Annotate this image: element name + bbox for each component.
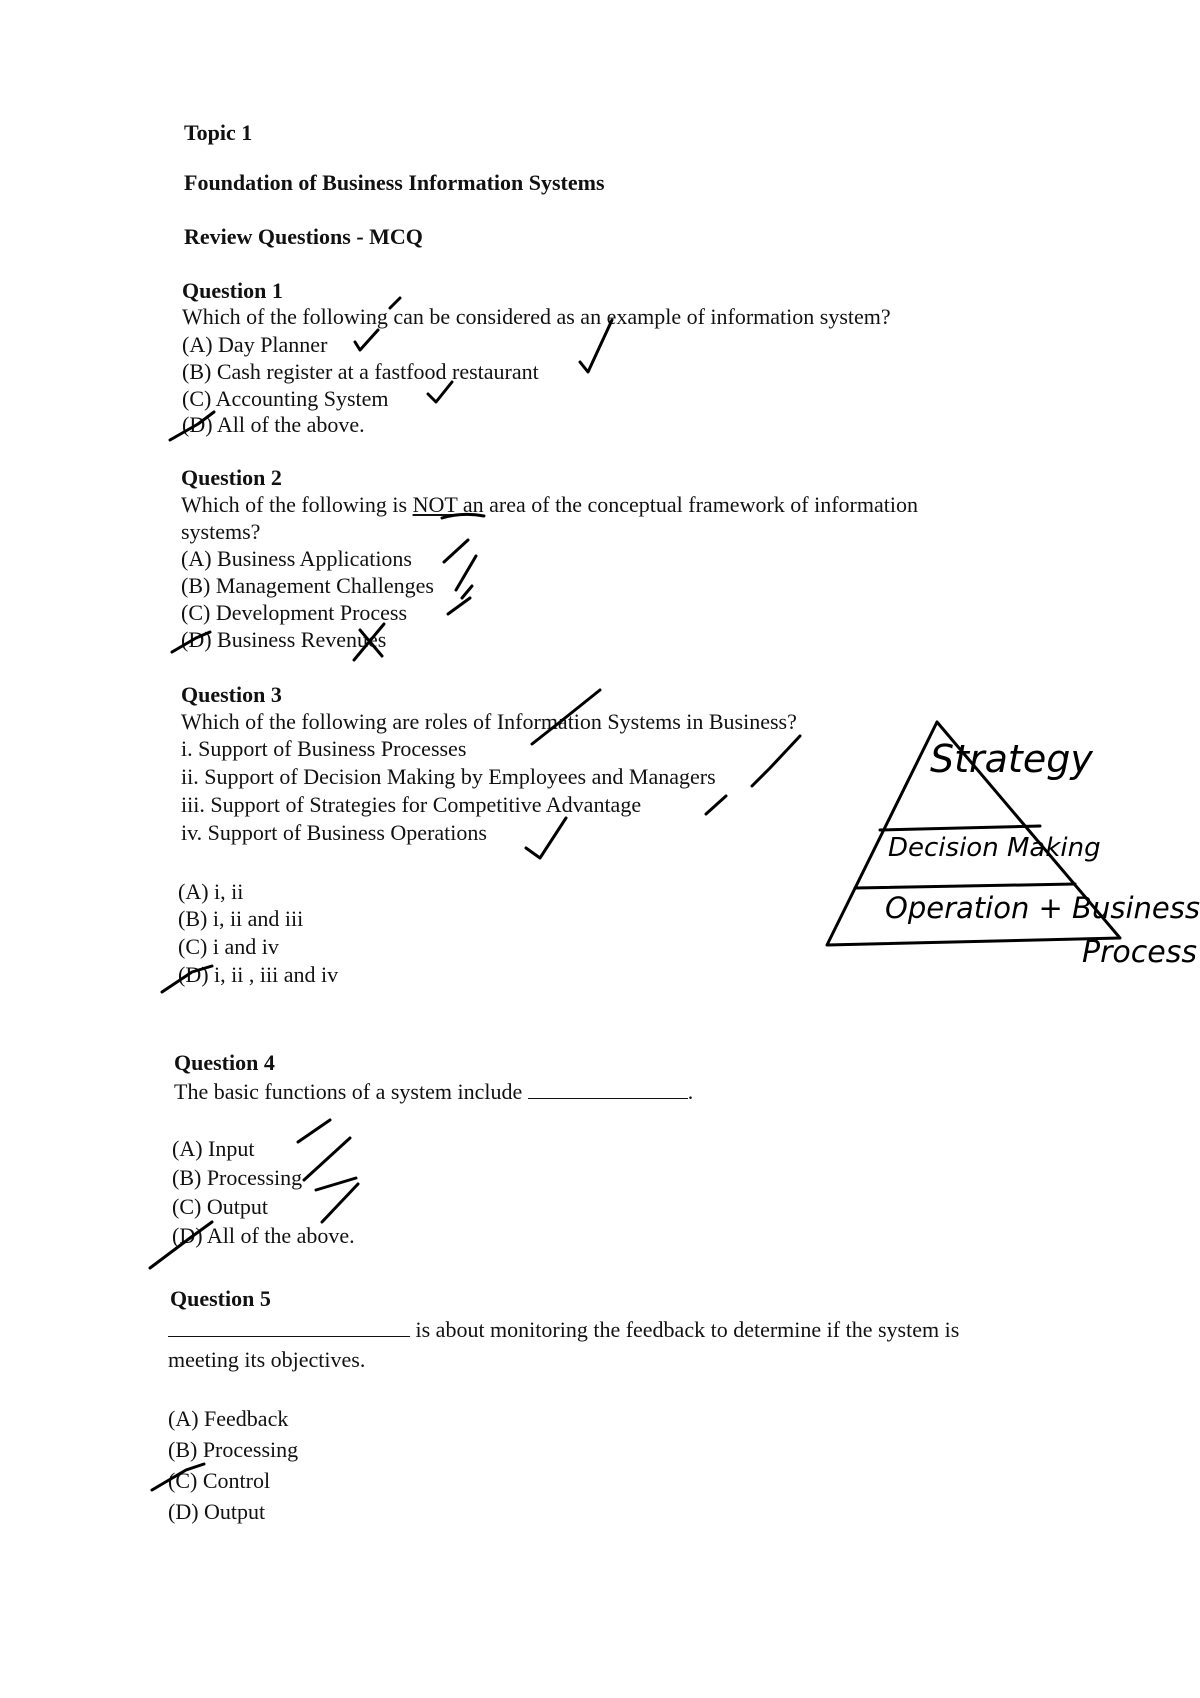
- q3-role-iv: iv. Support of Business Operations: [181, 820, 487, 845]
- q3-check-mark: [526, 818, 566, 858]
- q3-role-iii: iii. Support of Strategies for Competitive Advantage: [181, 792, 642, 817]
- q3-check-mark: [752, 736, 800, 786]
- q1-stem: Which of the following can be considered as an example of information system?: [182, 304, 891, 329]
- q3-heading: Question 3: [181, 682, 282, 707]
- section-subtitle: Review Questions - MCQ: [184, 224, 423, 249]
- q3-option-b: (B) i, ii and iii: [178, 906, 304, 931]
- q1-option-b: (B) Cash register at a fastfood restaurant: [182, 359, 539, 384]
- q4-option-b: (B) Processing: [172, 1165, 303, 1190]
- pyramid-label-decision: Decision Making: [888, 833, 1101, 863]
- document-title: Foundation of Business Information Systems: [184, 170, 605, 195]
- q3-check-mark: [706, 796, 726, 814]
- q4-check-mark: [304, 1138, 350, 1180]
- q5-stem-line2: meeting its objectives.: [168, 1347, 366, 1372]
- q5-option-c: (C) Control: [168, 1468, 271, 1493]
- q4-answer-blank: [528, 1078, 688, 1099]
- pyramid-outline: [827, 722, 1120, 945]
- pyramid-tier-line: [880, 826, 1040, 830]
- pyramid-label-operation: Operation + Business: [885, 891, 1200, 925]
- q3-role-i: i. Support of Business Processes: [181, 736, 467, 761]
- q2-option-d: (D) Business Revenues: [181, 627, 387, 652]
- q5-answer-blank: [168, 1316, 410, 1337]
- q4-heading: Question 4: [174, 1050, 275, 1075]
- q3-stem: Which of the following are roles of Information Systems in Business?: [181, 709, 797, 734]
- q4-check-mark: [322, 1184, 358, 1222]
- q2-stem-end: an area of the conceptual framework of information: [457, 492, 918, 517]
- q5-stem: [168, 1316, 959, 1343]
- q3-role-ii: ii. Support of Decision Making by Employees and Managers: [181, 764, 716, 789]
- q3-option-a: (A) i, ii: [178, 879, 244, 904]
- q2-heading: Question 2: [181, 465, 282, 490]
- q1-option-a: (A) Day Planner: [182, 332, 328, 357]
- q1-option-d: (D) All of the above.: [182, 412, 365, 437]
- q2-check-mark: [462, 586, 472, 598]
- q2-check-mark: [444, 540, 468, 562]
- q4-option-c: (C) Output: [172, 1194, 268, 1219]
- q5-option-d: (D) Output: [168, 1499, 266, 1524]
- q4-option-a: (A) Input: [172, 1136, 255, 1161]
- q5-option-b: (B) Processing: [168, 1437, 299, 1462]
- q4-check-mark: [316, 1178, 356, 1190]
- q4-stem-text: The basic functions of a system include: [174, 1079, 523, 1104]
- q2-stem-emphasis: NOT: [412, 492, 458, 517]
- q1-option-c: (C) Accounting System: [182, 386, 389, 411]
- q4-stem: [174, 1078, 693, 1105]
- q4-option-d: (D) All of the above.: [172, 1223, 355, 1248]
- pyramid-diagram: [827, 722, 1200, 970]
- q2-check-mark: [448, 598, 470, 614]
- q2-stem: [181, 492, 918, 518]
- q3-option-c: (C) i and iv: [178, 934, 279, 959]
- topic-label: Topic 1: [184, 120, 253, 145]
- pyramid-label-strategy: Strategy: [930, 737, 1093, 781]
- q2-stem-line2: systems?: [181, 519, 261, 544]
- q2-check-mark: [456, 556, 476, 590]
- q4-stem-period: .: [687, 1079, 694, 1104]
- q1-heading: Question 1: [182, 278, 283, 303]
- q2-option-b: (B) Management Challenges: [181, 573, 434, 598]
- q5-option-a: (A) Feedback: [168, 1406, 289, 1431]
- q2-stem-start: Which of the following is: [181, 492, 413, 517]
- q1-check-mark: [428, 382, 452, 402]
- q3-option-d: (D) i, ii , iii and iv: [178, 962, 339, 987]
- q2-option-a: (A) Business Applications: [181, 546, 412, 571]
- q1-check-mark: [355, 330, 378, 350]
- pyramid-tier-line: [855, 884, 1075, 888]
- q2-option-c: (C) Development Process: [181, 600, 408, 625]
- pyramid-label-process: Process: [1082, 935, 1197, 970]
- q4-check-mark: [298, 1120, 330, 1142]
- q5-stem-text: is about monitoring the feedback to determine if the system is: [415, 1317, 960, 1342]
- q5-heading: Question 5: [170, 1286, 271, 1311]
